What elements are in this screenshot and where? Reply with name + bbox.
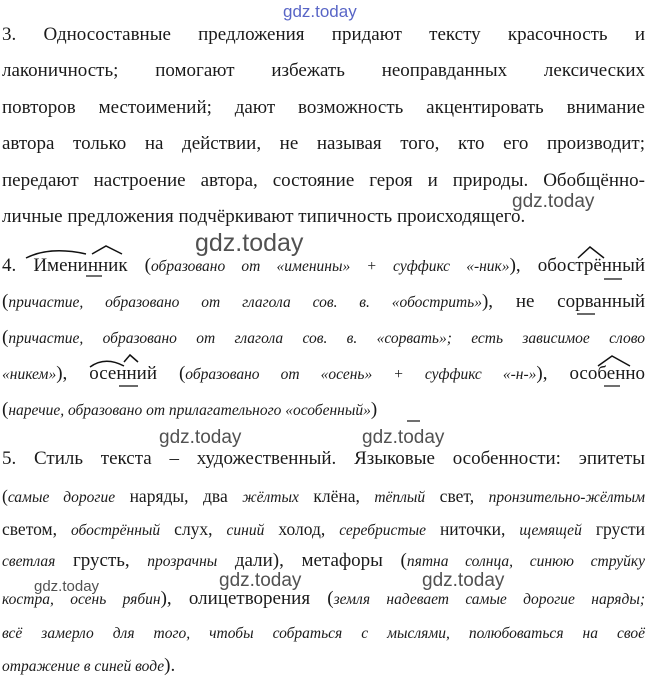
watermark: gdz.today bbox=[219, 570, 302, 591]
text-line: (причастие, образовано от глагола сов. в. «обострить»), не сорванный bbox=[2, 291, 646, 312]
word: грусти bbox=[595, 519, 646, 539]
metaphor: пятна солнца, синюю струйку bbox=[406, 553, 646, 570]
watermark: gdz.today bbox=[195, 229, 304, 257]
epithet: самые дорогие bbox=[7, 489, 116, 506]
word: ), метафоры ( bbox=[272, 550, 407, 571]
watermark: gdz.today bbox=[283, 2, 357, 21]
text-line: передают настроение автора, состояние героя и природы. Обобщённо- bbox=[2, 170, 645, 191]
note: причастие, образовано от глагола сов. в. «сорвать»; есть зависимое слово bbox=[8, 330, 645, 347]
word-analysis: Именинник bbox=[33, 255, 128, 276]
epithet: тёплый bbox=[374, 489, 426, 506]
note: причастие, образовано от глагола сов. в. «обострить» bbox=[8, 294, 482, 311]
word: свет, bbox=[439, 486, 475, 506]
suffix-caret-icon bbox=[124, 355, 138, 362]
word-analysis: особенно bbox=[569, 363, 646, 384]
note: образовано от «осень» + суффикс «-н-» bbox=[185, 366, 537, 383]
text-line: «никем»), осенний (образовано от «осень» + суффикс «-н-»), особенно bbox=[2, 363, 646, 384]
epithet: обострённый bbox=[70, 522, 161, 539]
word: холод, bbox=[278, 519, 326, 539]
text-line: 4. Именинник (образовано от «именины» + суффикс «-ник»), обострённый bbox=[2, 255, 646, 276]
personification: отражение в синей воде bbox=[2, 658, 165, 675]
word: ниточки, bbox=[439, 519, 506, 539]
epithet: пронзительно-жёлтым bbox=[488, 489, 646, 506]
metaphor: костра, осень рябин bbox=[2, 591, 161, 608]
note: наречие, образовано от прилагательного «особенный» bbox=[8, 402, 371, 419]
watermark: gdz.today bbox=[422, 570, 505, 591]
personification: земля надевает самые дорогие наряды; bbox=[333, 591, 645, 608]
note: образовано от «именины» + суффикс «-ник» bbox=[150, 258, 510, 275]
word: грусть, bbox=[72, 550, 130, 571]
epithet: синий bbox=[226, 522, 265, 539]
word-analysis: обострённый bbox=[537, 255, 646, 276]
watermark: gdz.today bbox=[512, 191, 595, 212]
watermark: gdz.today bbox=[34, 578, 100, 595]
text-line bbox=[2, 518, 645, 542]
text-line bbox=[2, 550, 645, 573]
text-line: (самые дорогие наряды, два жёлтых клёна, тёплый свет, пронзительно-жёлтым bbox=[2, 486, 646, 506]
personification: всё замерло для того, чтобы собраться с мыслями, полюбоваться на своё bbox=[2, 625, 645, 642]
text-line: автора только на действии, не называя того, кто его производит; bbox=[2, 133, 645, 154]
word-analysis: осенний bbox=[89, 363, 157, 384]
watermark: gdz.today bbox=[159, 427, 242, 448]
word: два bbox=[203, 486, 228, 506]
text-line: 3. Односоставные предложения придают тексту красочность и bbox=[2, 24, 645, 45]
word-analysis: не сорванный bbox=[515, 291, 646, 312]
word: светом, bbox=[2, 519, 57, 539]
word: дали bbox=[234, 550, 273, 571]
epithet: прозрачны bbox=[147, 553, 218, 570]
text-line: лаконичность; помогают избежать неоправданных лексических bbox=[2, 60, 645, 81]
word: слух, bbox=[174, 519, 213, 539]
epithet: серебристые bbox=[339, 522, 426, 539]
note: «никем» bbox=[2, 366, 57, 383]
text-line bbox=[2, 622, 645, 645]
word: клёна, bbox=[313, 486, 360, 506]
watermark: gdz.today bbox=[362, 427, 445, 448]
text-line bbox=[2, 655, 645, 678]
word: наряды, bbox=[129, 486, 189, 506]
text-line: личные предложения подчёркивают типичность происходящего. bbox=[2, 206, 526, 227]
text-line: (причастие, образовано от глагола сов. в. «сорвать»; есть зависимое слово bbox=[2, 327, 645, 348]
word: ). bbox=[164, 655, 176, 676]
text-line: повторов местоимений; дают возможность акцентировать внимание bbox=[2, 97, 645, 118]
text-line: 5. Стиль текста – художественный. Языковые особенности: эпитеты bbox=[2, 448, 645, 469]
epithet: светлая bbox=[2, 553, 56, 570]
epithet: щемящей bbox=[519, 522, 582, 539]
word: ), олицетворения ( bbox=[160, 588, 334, 609]
suffix-caret-icon bbox=[92, 246, 122, 254]
epithet: жёлтых bbox=[242, 489, 299, 506]
text-line: (наречие, образовано от прилагательного «особенный») bbox=[2, 399, 378, 420]
